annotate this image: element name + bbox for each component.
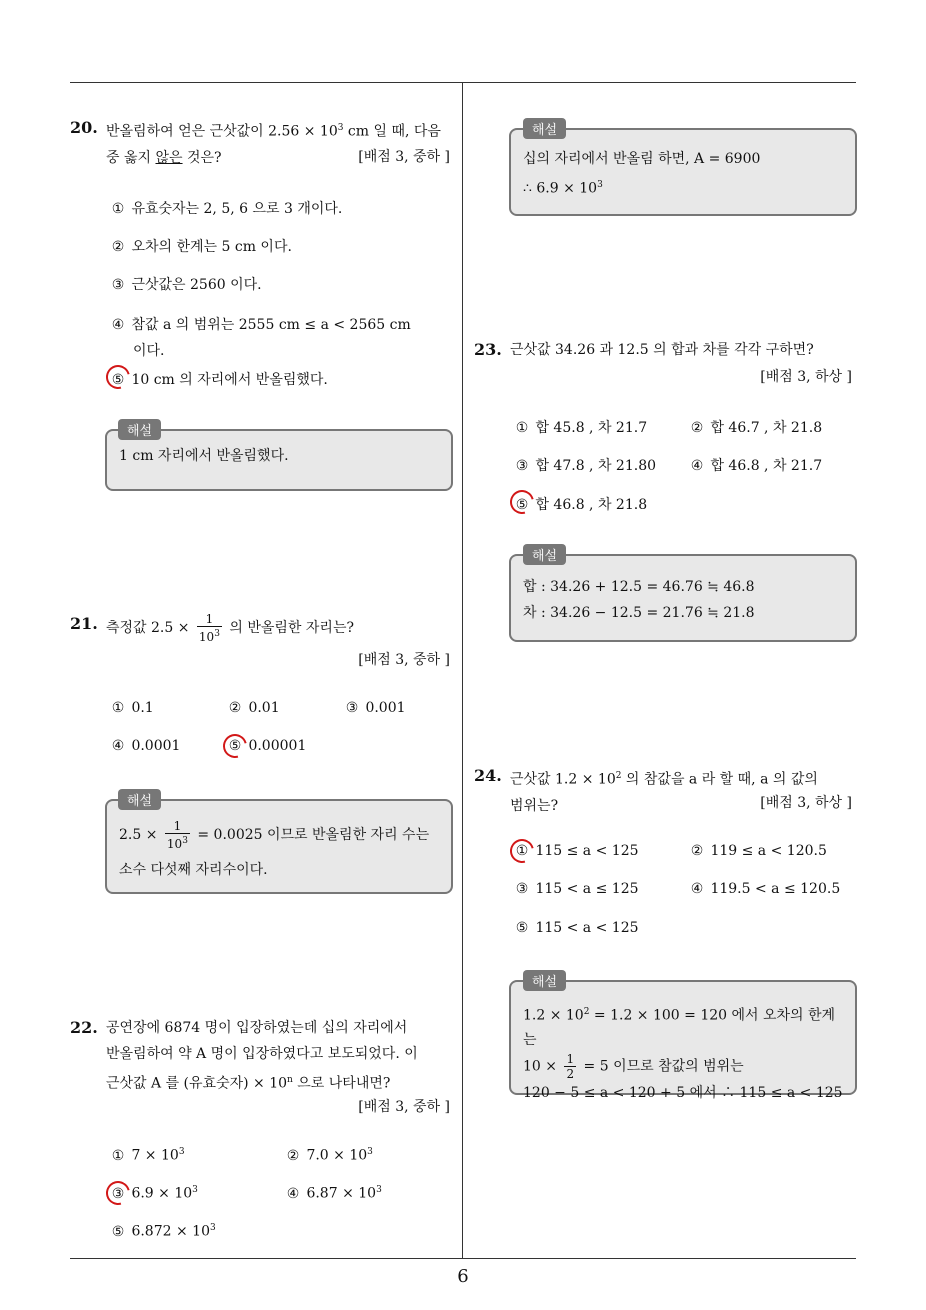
- q23-choice-1[interactable]: ① 합 45.8 , 차 21.7: [515, 420, 648, 436]
- q21-solution-box: 2.5 × $\frac{1}{10^3}$ = 0.0025 이므로 반올림한 자리 수는 소수 다섯째 자리수이다.: [105, 799, 453, 894]
- q22-solution-tag: 해설: [523, 118, 566, 139]
- answer-mark-circle: [102, 1177, 135, 1210]
- q21-choice-1[interactable]: ① 0.1: [111, 700, 154, 716]
- q21-choice-5[interactable]: ⑤ 0.00001: [228, 738, 307, 754]
- q23-choice-4[interactable]: ④ 합 46.8 , 차 21.7: [690, 458, 823, 474]
- q24-number: 24.: [474, 766, 502, 785]
- q22-choice-3[interactable]: ③ $6.9 \times 10^3$: [111, 1185, 198, 1202]
- q24-choice-4[interactable]: ④ 119.5 < a ≤ 120.5: [690, 881, 841, 897]
- bottom-rule: [70, 1258, 856, 1259]
- q22-question: 공연장에 6874 명이 입장하였는데 십의 자리에서 반올림하여 약 A 명이 입장하였다고 보도되었다. 이 근삿값 A 를 (유효숫자) × $10^n$ 으로 나타내면?: [106, 1020, 418, 1092]
- q23-score: [배점 3, 하상 ]: [760, 369, 852, 385]
- q20-choice-4[interactable]: ④ 참값 a 의 범위는 2555 cm ≤ a < 2565 cm: [111, 317, 411, 333]
- q24-solution-fraction: $\frac{1}{2}$: [566, 1051, 575, 1081]
- q23-choice-5[interactable]: ⑤ 합 46.8 , 차 21.8: [515, 497, 648, 513]
- q21-question: 측정값 2.5 × $\frac{1}{10^3}$ 의 반올림한 자리는?: [106, 612, 354, 644]
- q23-choice-2[interactable]: ② 합 46.7 , 차 21.8: [690, 420, 823, 436]
- q24-choice-2[interactable]: ② 119 ≤ a < 120.5: [690, 843, 827, 859]
- q22-choice-4[interactable]: ④ $6.87 \times 10^3$: [286, 1185, 382, 1202]
- q23-solution-tag: 해설: [523, 544, 566, 565]
- q24-solution-line2: 10 × $\frac{1}{2}$ = 5 이므로 참값의 범위는: [523, 1051, 744, 1081]
- q24-score: [배점 3, 하상 ]: [760, 795, 852, 811]
- q24-choice-5[interactable]: ⑤ 115 < a < 125: [515, 920, 639, 936]
- q24-question: 근삿값 $1.2 \times 10^2$ 의 참값을 a 라 할 때, a 의 값의 범위는?: [510, 771, 818, 814]
- q21-solution-fraction: $\frac{1}{10^3}$: [166, 819, 188, 851]
- q24-solution-line3: 120 − 5 ≤ a < 120 + 5 에서 ∴ 115 ≤ a < 125: [523, 1084, 843, 1101]
- q24-solution-tag: 해설: [523, 970, 566, 991]
- q22-choice-5[interactable]: ⑤ $6.872 \times 10^3$: [111, 1223, 216, 1240]
- q21-score: [배점 3, 중하 ]: [358, 652, 450, 668]
- q20-choice-3[interactable]: ③ 근삿값은 2560 이다.: [111, 277, 262, 293]
- q22-choice-1[interactable]: ① $7 \times 10^3$: [111, 1147, 185, 1164]
- q22-number: 22.: [70, 1018, 98, 1037]
- q23-question: 근삿값 34.26 과 12.5 의 합과 차를 각각 구하면?: [510, 342, 814, 358]
- q22-score: [배점 3, 중하 ]: [358, 1099, 450, 1115]
- q23-number: 23.: [474, 340, 502, 359]
- q23-solution-line1: 합 : 34.26 + 12.5 = 46.76 ≒ 46.8: [523, 579, 755, 595]
- q20-choice-5[interactable]: ⑤ 10 cm 의 자리에서 반올림했다.: [111, 372, 328, 388]
- top-rule: [70, 82, 856, 83]
- q20-choice-2[interactable]: ② 오차의 한계는 5 cm 이다.: [111, 239, 292, 255]
- q20-score: [배점 3, 중하 ]: [358, 149, 450, 165]
- q22-solution-box: [509, 128, 857, 216]
- q20-choice-1[interactable]: ① 유효숫자는 2, 5, 6 으로 3 개이다.: [111, 201, 343, 217]
- q23-choice-3[interactable]: ③ 합 47.8 , 차 21.80: [515, 458, 657, 474]
- q21-fraction: $\frac{1}{10^3}$: [198, 612, 220, 644]
- q22-solution-line1: 십의 자리에서 반올림 하면, A = 6900: [523, 151, 761, 167]
- q21-solution-tag: 해설: [118, 789, 161, 810]
- q21-solution-line2: 소수 다섯째 자리수이다.: [119, 862, 268, 878]
- q23-solution-box: [509, 554, 857, 642]
- q24-solution-box: [509, 980, 857, 1101]
- q24-solution-line1: $1.2 \times 10^2 = 1.2 \times 100 = 120$ 에서 오차의 한계는: [523, 1007, 836, 1048]
- column-divider: [462, 82, 463, 1258]
- q21-number: 21.: [70, 614, 98, 633]
- q22-solution-line2: ∴ $6.9 \times 10^3$: [523, 180, 603, 197]
- q20-number: 20.: [70, 118, 98, 137]
- q20-solution-tag: 해설: [118, 419, 161, 440]
- q20-solution-text: 1 cm 자리에서 반올림했다.: [119, 448, 289, 464]
- q24-choice-3[interactable]: ③ 115 < a ≤ 125: [515, 881, 639, 897]
- q20-question: 반올림하여 얻은 근삿값이 $2.56 \times 10^3$ cm 일 때, 다음 중 옳지 않은 것은?: [106, 123, 441, 166]
- q24-choice-1[interactable]: ① 115 ≤ a < 125: [515, 843, 639, 859]
- q21-choice-4[interactable]: ④ 0.0001: [111, 738, 181, 754]
- q21-choice-3[interactable]: ③ 0.001: [345, 700, 406, 716]
- q23-solution-line2: 차 : 34.26 − 12.5 = 21.76 ≒ 21.8: [523, 605, 755, 621]
- q22-choice-2[interactable]: ② $7.0 \times 10^3$: [286, 1147, 373, 1164]
- answer-mark-circle: [506, 835, 539, 868]
- q20-choice-4-cont: 이다.: [133, 343, 165, 359]
- q21-choice-2[interactable]: ② 0.01: [228, 700, 280, 716]
- answer-mark-circle: [219, 730, 252, 763]
- page-number: 6: [457, 1266, 469, 1287]
